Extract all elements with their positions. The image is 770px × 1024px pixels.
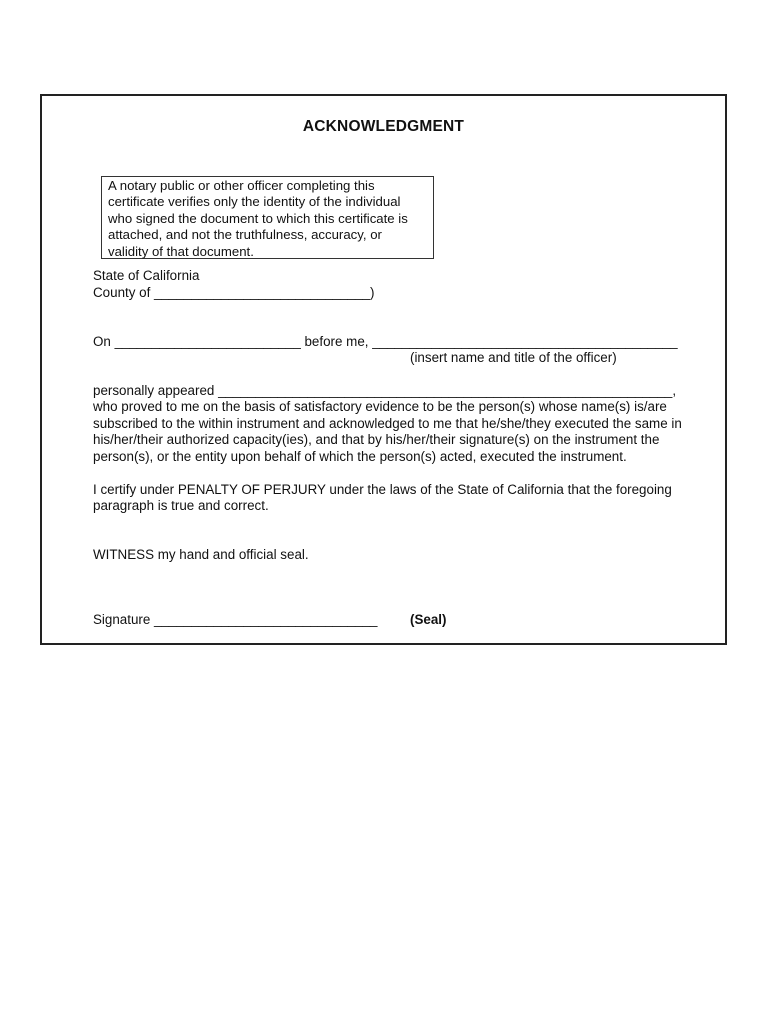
notice-line: attached, and not the truthfulness, accuracy, or	[108, 227, 382, 243]
county-field[interactable]: County of _____________________________)	[93, 285, 375, 300]
appeared-text-line: person(s), or the entity upon behalf of which the person(s) acted, executed the instrument.	[93, 449, 627, 464]
certify-text-line: paragraph is true and correct.	[93, 498, 269, 513]
appeared-text-line: his/her/their authorized capacity(ies), and that by his/her/their signature(s) on the instrument the	[93, 432, 660, 447]
date-officer-field[interactable]: On _________________________ before me, _________________________________________	[93, 334, 678, 349]
seal-label: (Seal)	[410, 612, 447, 627]
page-title: ACKNOWLEDGMENT	[302, 118, 465, 135]
officer-hint: (insert name and title of the officer)	[410, 350, 617, 365]
personally-appeared-field[interactable]: personally appeared _____________________________________________________________,	[93, 383, 677, 398]
certify-text-line: I certify under PENALTY OF PERJURY under the laws of the State of California that the foregoing	[93, 482, 672, 497]
notice-line: certificate verifies only the identity of the individual	[108, 194, 401, 210]
signature-field[interactable]: Signature ______________________________	[93, 612, 378, 627]
notice-line: who signed the document to which this certificate is	[108, 210, 408, 226]
notary-notice-box	[101, 176, 434, 259]
appeared-text-line: who proved to me on the basis of satisfactory evidence to be the person(s) whose name(s) is/are	[93, 399, 667, 414]
notice-line: validity of that document.	[108, 243, 254, 259]
appeared-text-line: subscribed to the within instrument and acknowledged to me that he/she/they executed the same in	[93, 416, 682, 431]
witness-line: WITNESS my hand and official seal.	[93, 547, 309, 562]
state-line: State of California	[93, 268, 200, 283]
notice-line: A notary public or other officer completing this	[108, 178, 375, 193]
